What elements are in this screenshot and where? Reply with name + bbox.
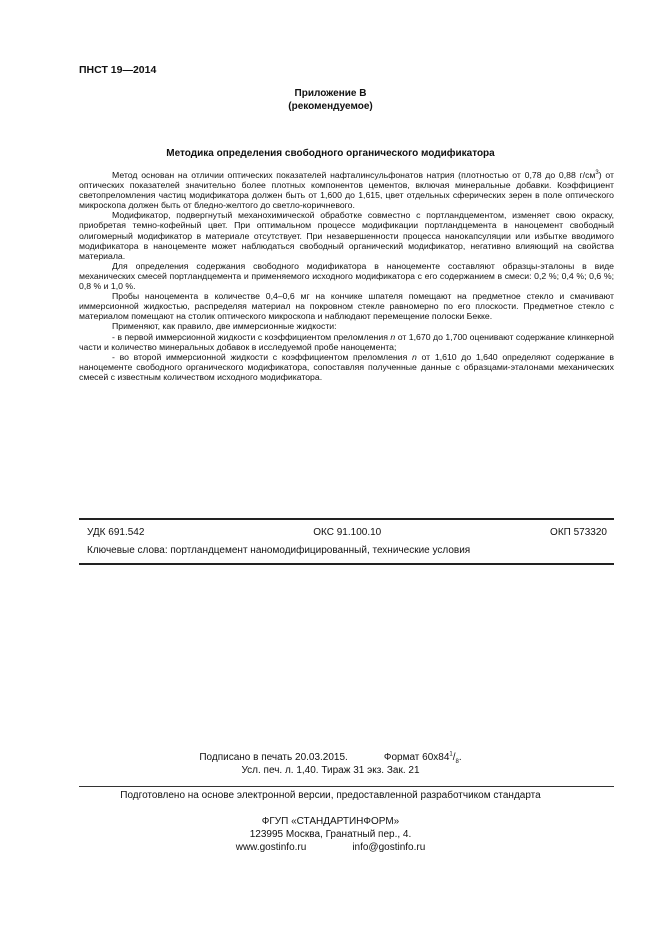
paragraph — [79, 170, 614, 210]
paragraph: Для определения содержания свободного модификатора в наноцементе составляют образцы-эталоны в виде механических смесей портландцемента и применяемого исходного модификатора с его содержанием в смеси: 0,2 %; 0,4 %; 0,6 %; 0,8 % и 1,0 %. — [79, 260, 614, 292]
paragraph-text: Метод основан на отличии оптических показателей нафталинсульфонатов натрия (плотностью от 0,78 до 0,88 г/см — [112, 170, 596, 180]
email-link[interactable]: info@gostinfo.ru — [352, 842, 426, 853]
symbol-n: n — [390, 331, 396, 342]
paragraph-text: - во второй иммерсионной жидкости с коэффициентом преломления — [112, 351, 412, 362]
annex-subtitle: (рекомендуемое) — [288, 100, 373, 112]
udk-code: УДК 691.542 — [87, 527, 145, 538]
classifier-row — [87, 527, 607, 538]
format-numerator: 1 — [449, 751, 453, 758]
divider-bottom — [79, 563, 614, 565]
paragraph-text: от 1,670 до 1,700 оценивают содержание клинкерной части и количество минеральных добавок в исследуемой пробе наноцемента; — [79, 331, 614, 352]
paragraph: Модификатор, подвергнутый механохимической обработке совместно с портландцементом, изменяет свою окраску, приобретая темно-кофейный цвет. При оптимальном процессе модификации портландцемента в наноцемент свободный олигомерный модификатор в материале отсутствует. При незавершенности процесса нанокапсуляции или избытке вводимого модификатора в наноцементе может наблюдаться свободный органический модификатор, негативно влияющий на свойства материала. — [79, 210, 614, 261]
paragraph: Применяют, как правило, две иммерсионные жидкости: — [112, 321, 337, 332]
publisher-block — [0, 815, 661, 854]
paragraph — [79, 352, 614, 382]
print-details — [0, 751, 661, 777]
signed-date: Подписано в печать 20.03.2015. — [199, 752, 348, 763]
divider-top — [79, 518, 614, 520]
oks-code: ОКС 91.100.10 — [313, 527, 382, 538]
imprint-divider — [79, 786, 614, 787]
keywords: Ключевые слова: портландцемент наномодифицированный, технические условия — [87, 545, 471, 556]
document-code: ПНСТ 19—2014 — [79, 64, 157, 76]
okp-code: ОКП 573320 — [550, 527, 607, 538]
section-title: Методика определения свободного органического модификатора — [166, 148, 495, 159]
annex-title: Приложение В — [294, 88, 367, 99]
paragraph-text: от 1,610 до 1,640 определяют содержание в наноцементе свободного органического модификатора, сопоставляя полученные данные с образцами-эталонами механических смесей с известным количеством исходного модификатора. — [79, 351, 614, 382]
paragraph-text: - в первой иммерсионной жидкости с коэффициентом преломления — [112, 331, 391, 342]
publisher-contacts — [0, 841, 661, 854]
paragraph — [79, 332, 614, 352]
annex-heading — [0, 88, 661, 113]
format-label: Формат 60x84 — [383, 752, 450, 763]
method-body — [79, 170, 614, 382]
publisher-address: 123995 Москва, Гранатный пер., 4. — [249, 829, 412, 840]
paragraph-text: ) от оптических показателей значительно более плотных компонентов цементов, включая минеральные добавки. Коэффициент светопреломления частиц модификатора должен быть от 1,600 до 1,615, цвет отдельных сферических зерен в поле оптического микроскопа должен быть от бледно-желтого до светло-коричневого. — [79, 170, 614, 211]
format-end: . — [458, 752, 462, 763]
print-line-1: Подписано в печать 20.03.2015. Формат $60x84^1/_8$. — [199, 751, 462, 765]
print-info: Усл. печ. л. 1,40. Тираж 31 экз. Зак. 21 — [241, 765, 420, 776]
prepared-note: Подготовлено на основе электронной версии, предоставленной разработчиком стандарта — [120, 790, 541, 801]
publisher-name: ФГУП «СТАНДАРТИНФОРМ» — [261, 816, 400, 827]
website-link[interactable]: www.gostinfo.ru — [235, 842, 307, 853]
superscript: 3 — [595, 170, 599, 177]
format-denominator: 8 — [455, 759, 459, 765]
paragraph: Пробы наноцемента в количестве 0,4–0,6 мг на кончике шпателя помещают на предметное стекло и смачивают иммерсионной жидкостью, распределяя материал на покровном стекле равномерно по его плоскости. Предметное стекло с материалом помещают на столик оптического микроскопа и наблюдают перемещение полоски Бекке. — [79, 291, 614, 322]
symbol-n: n — [412, 351, 417, 362]
